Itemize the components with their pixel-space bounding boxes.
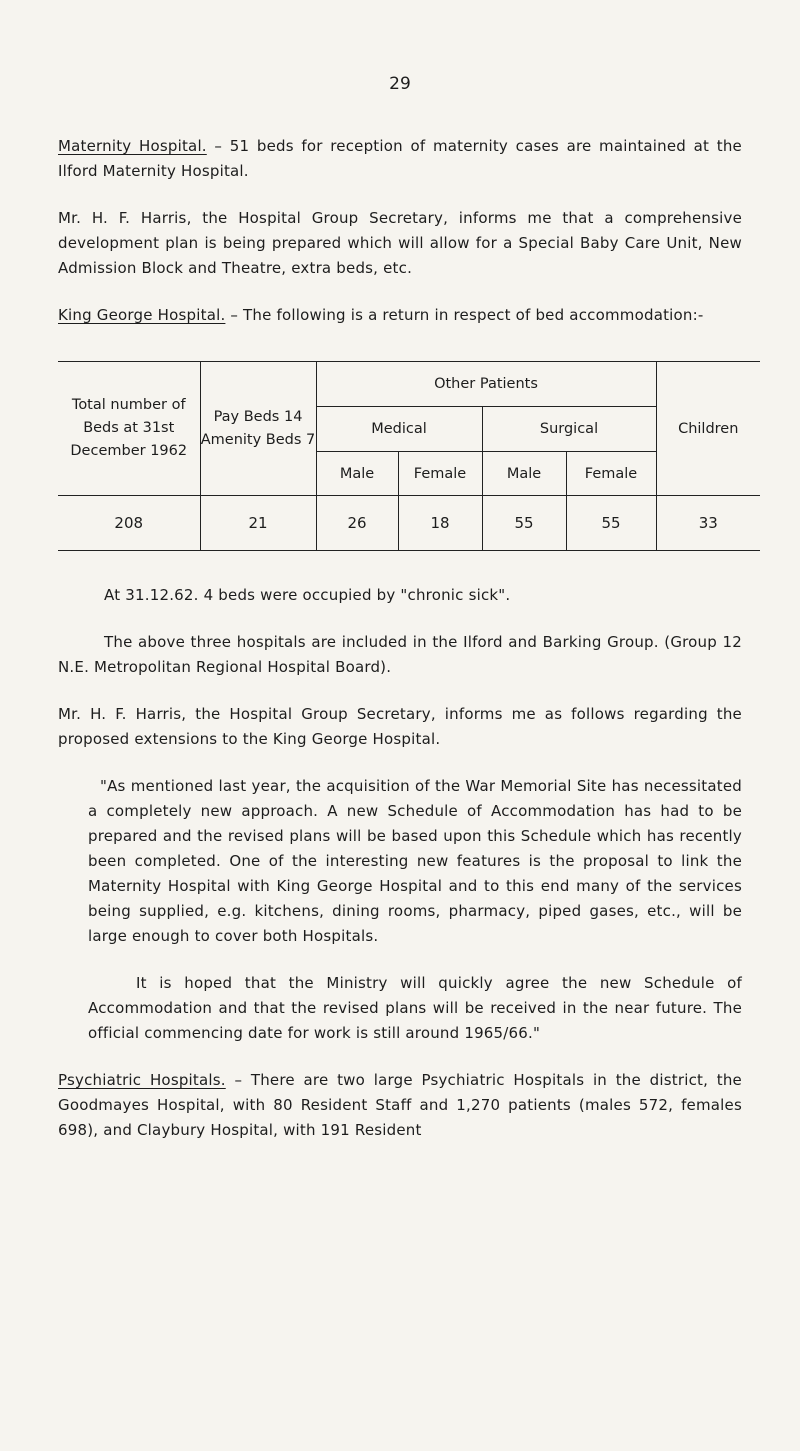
cell-medical-female: 18 <box>398 496 482 551</box>
chronic-sick-paragraph: At 31.12.62. 4 beds were occupied by "chronic sick". <box>104 586 511 604</box>
psychiatric-heading: Psychiatric Hospitals. <box>58 1071 226 1089</box>
group-paragraph: The above three hospitals are included in the Ilford and Barking Group. (Group 12 N.E. Metropolitan Regional Hospital Board). <box>58 633 742 676</box>
header-surgical-female: Female <box>566 452 656 496</box>
document-page <box>58 74 742 1143</box>
header-surgical: Surgical <box>482 407 656 452</box>
cell-total-beds: 208 <box>58 496 200 551</box>
header-medical: Medical <box>316 407 482 452</box>
header-medical-male: Male <box>316 452 398 496</box>
cell-surgical-male: 55 <box>482 496 566 551</box>
cell-children: 33 <box>656 496 760 551</box>
header-pay-beds: Pay Beds 14 Amenity Beds 7 <box>200 362 316 496</box>
cell-pay-beds: 21 <box>200 496 316 551</box>
development-plan-paragraph: Mr. H. F. Harris, the Hospital Group Secretary, informs me that a comprehensive development plan is being prepared which will allow for a Special Baby Care Unit, New Admission Block and Theatre, extra beds, etc. <box>58 209 742 277</box>
extensions-paragraph: Mr. H. F. Harris, the Hospital Group Secretary, informs me as follows regarding the proposed extensions to the King George Hospital. <box>58 705 742 748</box>
maternity-heading: Maternity Hospital. <box>58 137 207 155</box>
header-medical-female: Female <box>398 452 482 496</box>
ministry-paragraph: It is hoped that the Ministry will quickly agree the new Schedule of Accommodation and that the revised plans will be received in the near future. The official commencing date for work is still around 1965/66." <box>88 974 742 1042</box>
header-surgical-male: Male <box>482 452 566 496</box>
maternity-paragraph <box>58 134 742 184</box>
cell-medical-male: 26 <box>316 496 398 551</box>
psychiatric-paragraph <box>58 1068 742 1143</box>
psychiatric-text: – There are two large Psychiatric Hospitals in the district, the Goodmayes Hospital, with 80 Resident Staff and 1,270 patients (males 572, females 698), and Claybury Hospital, with 191 Resident <box>58 1071 742 1139</box>
header-total-beds: Total number of Beds at 31st December 1962 <box>58 362 200 496</box>
page-number: 29 <box>389 74 411 94</box>
quotation-paragraph: "As mentioned last year, the acquisition of the War Memorial Site has necessitated a completely new approach. A new Schedule of Accommodation has had to be prepared and the revised plans will be based upon this Schedule which has recently been completed. One of the interesting new features is the proposal to link the Maternity Hospital with King George Hospital and to this end many of the services being supplied, e.g. kitchens, dining rooms, pharmacy, piped gases, etc., will be large enough to cover both Hospitals. <box>88 777 742 945</box>
header-children: Children <box>656 362 760 496</box>
bed-accommodation-table <box>58 361 760 551</box>
king-george-text: – The following is a return in respect of bed accommodation:- <box>225 306 704 324</box>
king-george-heading: King George Hospital. <box>58 306 226 324</box>
king-george-paragraph <box>58 303 742 328</box>
header-other-patients: Other Patients <box>316 362 656 407</box>
cell-surgical-female: 55 <box>566 496 656 551</box>
maternity-text: – 51 beds for reception of maternity cases are maintained at the Ilford Maternity Hospital. <box>58 137 742 180</box>
